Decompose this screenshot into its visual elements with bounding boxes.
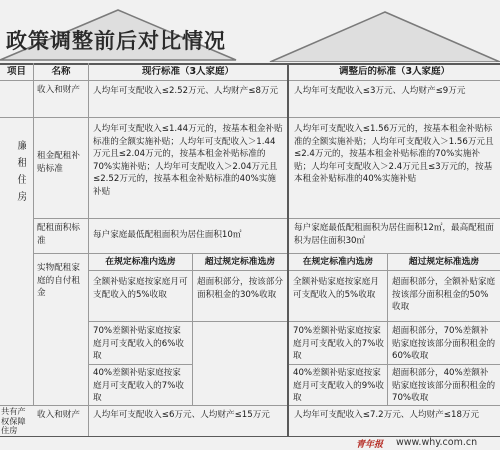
header-adjusted: 调整后的标准（3人家庭） (338, 66, 451, 77)
table-top-border (0, 63, 500, 65)
col-line-2 (88, 63, 89, 436)
rent-adjusted-within-3: 40%差额补贴家庭按家庭月可支配收入的9%收取 (293, 368, 384, 404)
page-title: 政策调整前后对比情况 (6, 28, 226, 53)
rent-current-within-2: 70%差额补贴家庭按家庭月可支配收入的6%收取 (93, 326, 184, 362)
header-current: 现行标准（3人家庭） (141, 66, 235, 77)
row-line-4 (0, 405, 500, 406)
newspaper-logo: 青年报 (356, 440, 384, 450)
row-gongyou-income-adjusted: 人均年可支配收入≤7.2万元、人均财产≤18万元 (294, 410, 480, 420)
col-line-adjusted-sub (387, 253, 388, 405)
row-area-name: 配租面积标准 (37, 223, 80, 246)
rent-adjusted-within-2: 70%差额补贴家庭按家庭月可支配收入的7%收取 (293, 326, 384, 362)
rent-adjusted-within-header: 在规定标准内选房 (302, 257, 374, 267)
row-income-name: 收入和财产 (37, 85, 80, 95)
row-rent-name: 实物配租家庭的自付租金 (37, 263, 80, 299)
rent-line-2-current (88, 364, 192, 365)
row-subsidy-adjusted: 人均年可支配收入≤1.56万元的，按基本租金补贴标准的全额实施补贴；人均年可支配收入＞1.56万元且≤2.4万元的，按基本租金补贴标准的70%实施补贴；人均年可支配收入＞2.4万元且≤3万元的，按基本租金补贴标准的40%实施补贴 (294, 124, 494, 185)
rent-current-beyond: 超面积部分，按该部分面积租金的30%收取 (197, 277, 283, 300)
header-bottom-line (0, 80, 500, 81)
row-gongyou-income-current: 人均年可支配收入≤6万元、人均财产≤15万元 (93, 410, 270, 420)
row-area-adjusted: 每户家庭最低配租面积为居住面积12㎡，最高配租面积为居住面积30㎡ (294, 223, 494, 246)
source-url: www.why.com.cn (396, 437, 478, 448)
row-line-2 (33, 218, 500, 219)
rent-line-1 (88, 321, 500, 322)
subheader-line (88, 270, 500, 271)
rent-adjusted-beyond-header: 超过规定标准选房 (408, 257, 480, 267)
col-line-current-sub (192, 253, 193, 405)
row-line-3 (33, 253, 500, 254)
rent-adjusted-beyond-1: 超面积部分，全额补贴家庭按该部分面积租金的50%收取 (392, 277, 496, 313)
rent-current-within-1: 全额补贴家庭按家庭月可支配收入的5%收取 (93, 277, 188, 300)
header-item: 项目 (6, 66, 26, 77)
group-gongyou: 共有产权保障住房 (1, 407, 26, 435)
row-income-adjusted: 人均年可支配收入≤3万元、人均财产≤9万元 (294, 86, 466, 96)
rent-line-2-adjusted (288, 364, 500, 365)
row-line-1 (0, 117, 500, 118)
header-name: 名称 (51, 66, 71, 77)
right-roof-shape (270, 12, 500, 62)
row-subsidy-name: 租金配租补贴标准 (37, 151, 80, 174)
row-area-current: 每户家庭最低配租面积为居住面积10㎡ (93, 230, 242, 240)
group-lianzu: 廉租住房 (15, 140, 26, 208)
rent-adjusted-within-1: 全额补贴家庭按家庭月可支配收入的5%收取 (293, 277, 379, 300)
col-line-1 (33, 63, 34, 405)
rent-current-within-3: 40%差额补贴家庭按家庭月可支配收入的7%收取 (93, 368, 184, 404)
rent-current-within-header: 在规定标准内选房 (105, 257, 176, 267)
rent-adjusted-beyond-2: 超面积部分，70%差额补贴家庭按该部分面积租金的60%收取 (392, 326, 496, 362)
row-income-current: 人均年可支配收入≤2.52万元、人均财产≤8万元 (93, 86, 279, 96)
col-line-divider (287, 63, 289, 436)
rent-adjusted-beyond-3: 超面积部分，40%差额补贴家庭按该部分面积租金的70%收取 (392, 368, 496, 404)
row-gongyou-income-name: 收入和财产 (37, 410, 80, 420)
row-subsidy-current: 人均年可支配收入≤1.44万元的，按基本租金补贴标准的全额实施补贴；人均年可支配收入＞1.44万元且≤2.04万元的，按基本租金补贴标准的70%实施补贴；人均年可支配收入＞2.04万元且≤2.52万元的，按基本租金补贴标准的40%实施补贴 (93, 124, 283, 197)
rent-current-beyond-header: 超过规定标准选房 (204, 257, 276, 267)
